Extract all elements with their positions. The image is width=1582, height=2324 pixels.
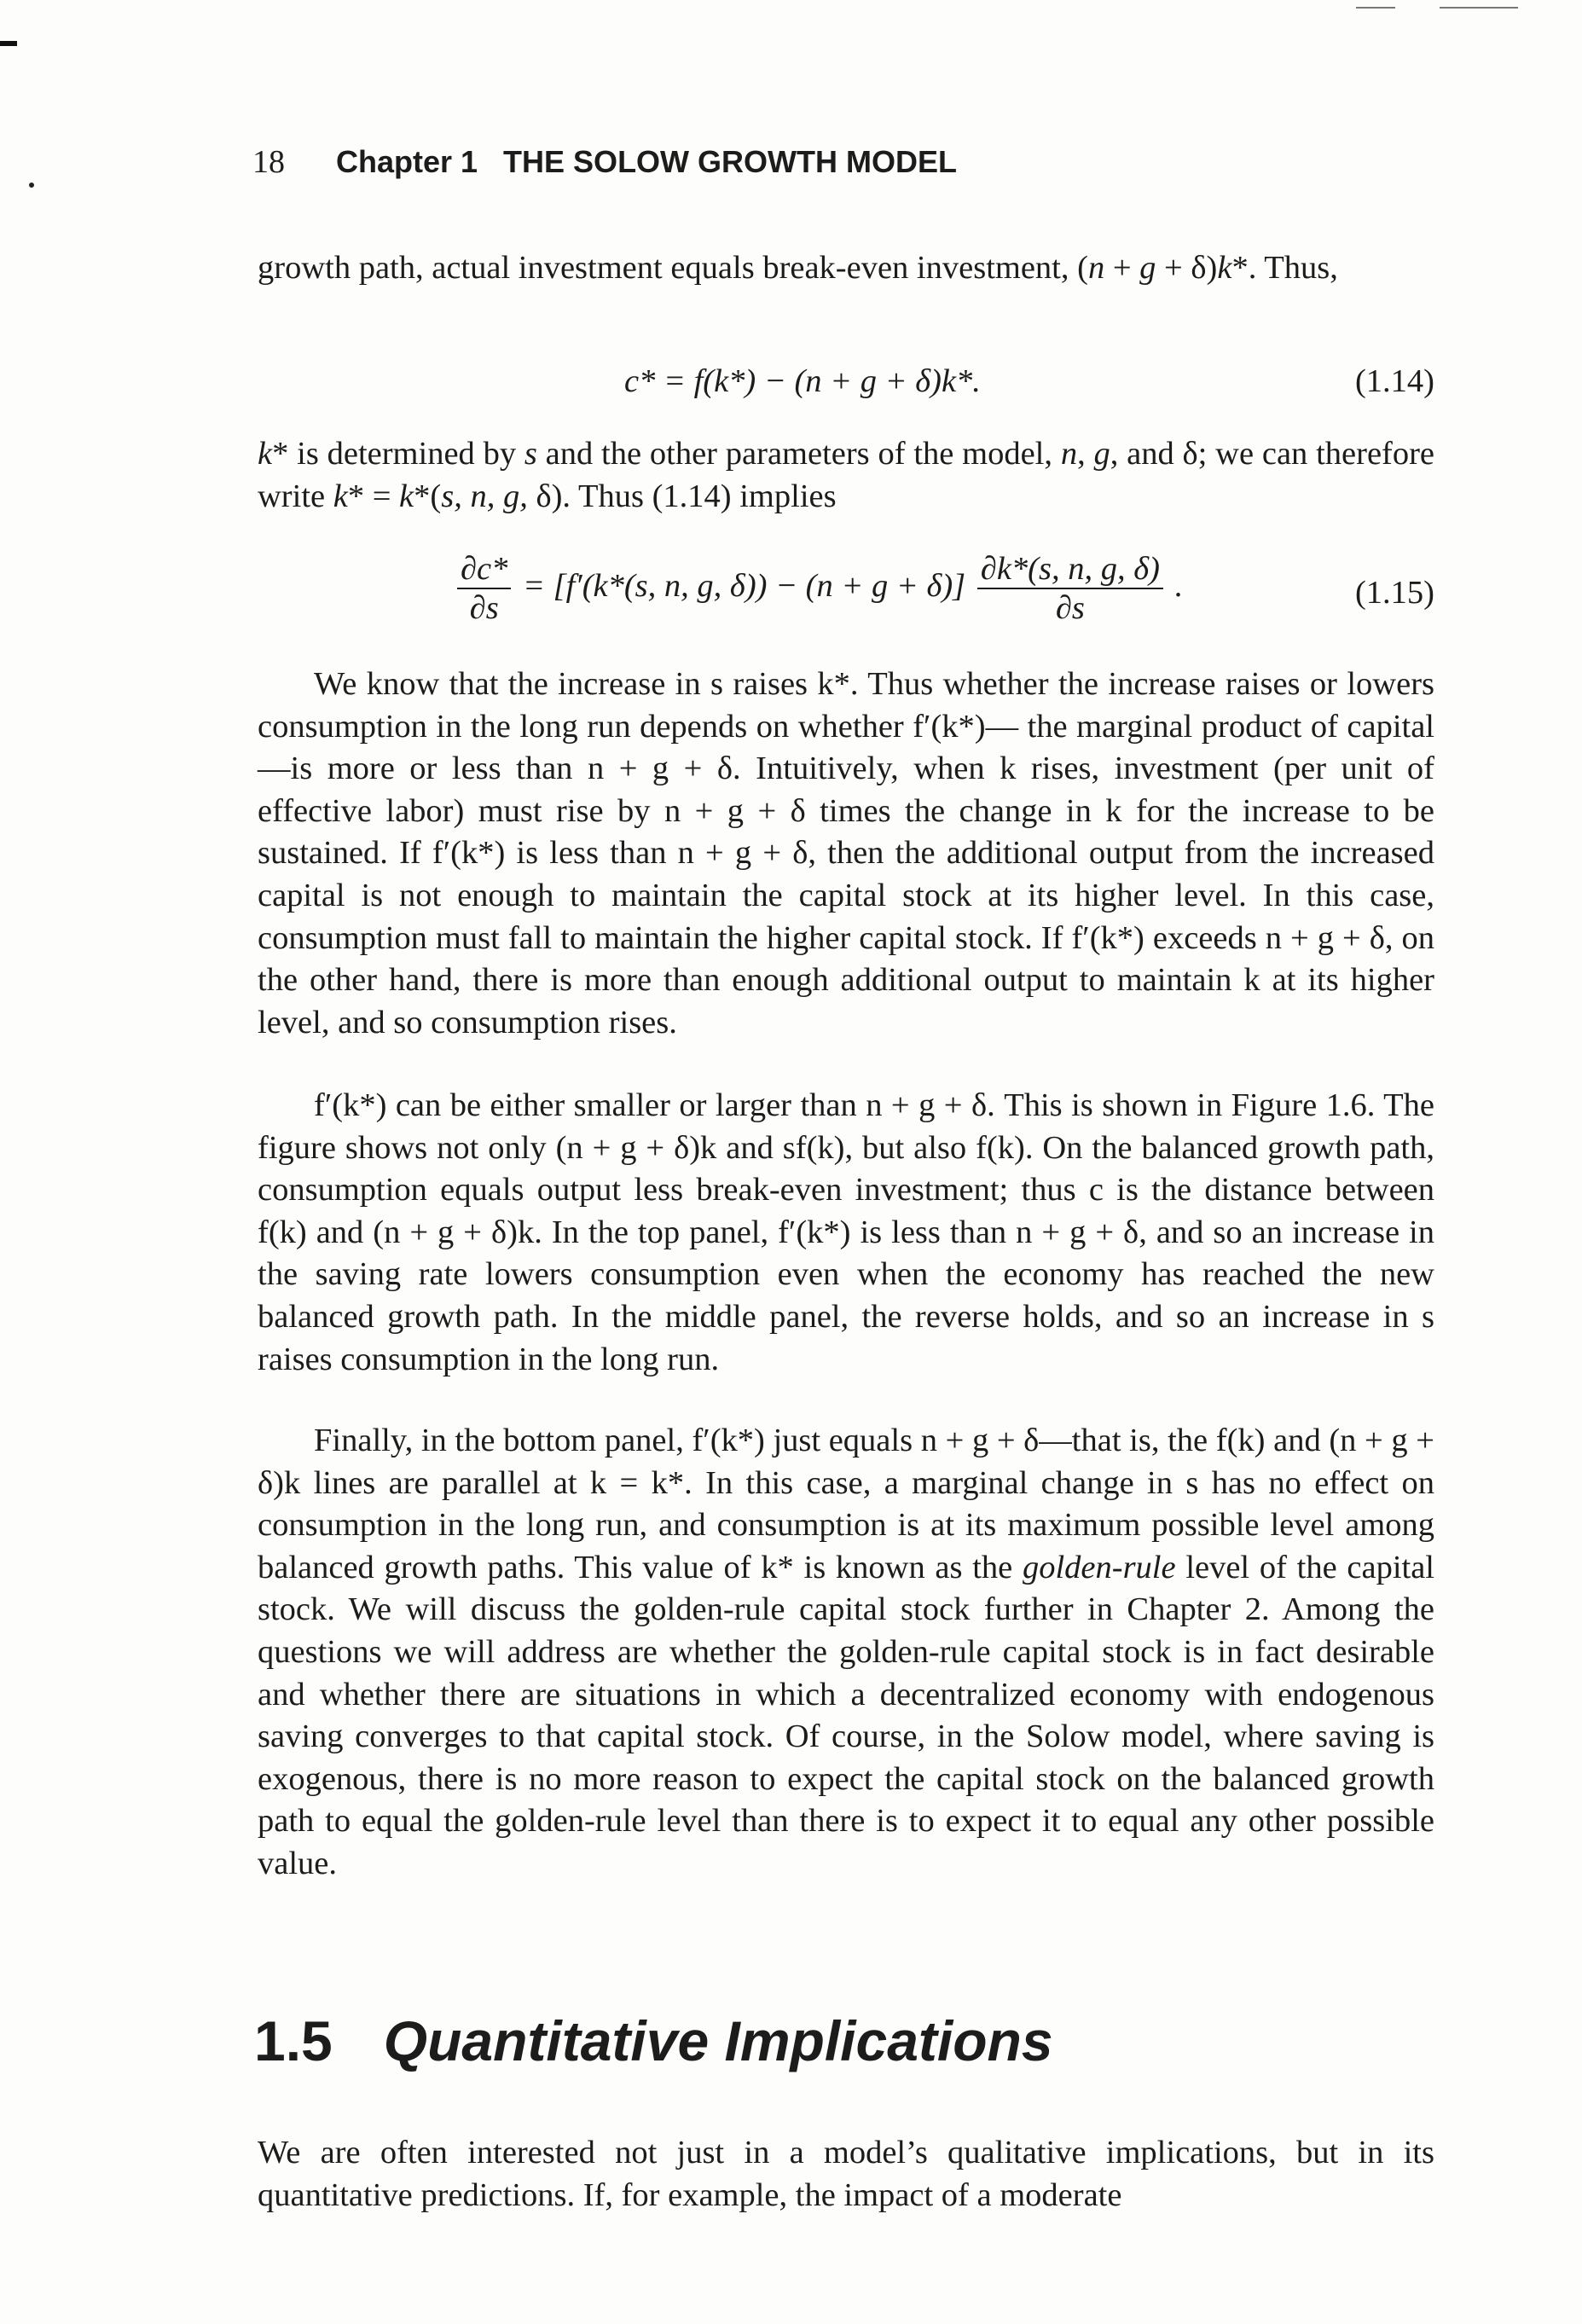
equation-1-15-lhs-fraction xyxy=(457,550,511,627)
equation-1-15 xyxy=(258,550,1434,635)
paragraph-3: We know that the increase in s raises k*. Thus whether the increase raises or lowers consumption in the long run depends on whether f′(k*)— the marginal product of capital—is more or less than n + g + δ. Intuitively, when k rises, investment (per unit of effective labor) must rise by n + g + δ times the change in k for the increase to be sustained. If f′(k*) is less than n + g + δ, then the additional output from the increased capital is not enough to maintain the capital stock at its higher level. In this case, consumption must fall to maintain the higher capital stock. If f′(k*) exceeds n + g + δ, on the other hand, there is more than enough additional output to maintain k at its higher level, and so consumption rises. xyxy=(258,666,1434,1040)
equation-1-14-formula: c* = f(k*) − (n + g + δ)k*. xyxy=(624,363,981,399)
running-head xyxy=(252,143,957,194)
equation-1-14 xyxy=(258,362,1434,405)
rhs-numerator: ∂k*(s, n, g, δ) xyxy=(977,550,1163,589)
equation-1-15-formula xyxy=(454,550,1183,627)
page-number: 18 xyxy=(252,144,285,180)
paragraph-6: We are often interested not just in a model’s qualitative implications, but in its quantitative predictions. If, for example, the impact of a moderate xyxy=(258,2135,1434,2213)
equation-1-14-number: (1.14) xyxy=(1354,363,1434,399)
paragraph-1: growth path, actual investment equals break-even investment, (n + g + δ)k*. Thus, xyxy=(258,250,1338,286)
rhs-denominator: ∂s xyxy=(1055,590,1085,626)
paragraph-2: k* is determined by s and the other parameters of the model, n, g, and δ; we can therefore write k* = k*(s, n, g, δ). Thus (1.14) implies xyxy=(258,436,1435,514)
scan-dot xyxy=(29,183,34,188)
chapter-label: Chapter 1 xyxy=(336,144,478,179)
scan-rule-right xyxy=(1440,7,1518,9)
scan-edge-mark xyxy=(0,41,17,46)
equation-1-15-end: . xyxy=(1174,567,1184,604)
equation-1-15-middle: = [f′(k*(s, n, g, δ)) − (n + g + δ)] xyxy=(523,567,966,604)
equation-1-15-rhs-fraction xyxy=(977,550,1163,627)
scan-rule-left xyxy=(1356,7,1395,9)
paragraph-4: f′(k*) can be either smaller or larger than n + g + δ. This is shown in Figure 1.6. The figure shows not only (n + g + δ)k and sf(k), but also f(k). On the balanced growth path, consumption equals output less break-even investment; thus c is the distance between f(k) and (n + g + δ)k. In the top panel, f′(k*) is less than n + g + δ, and so an increase in the saving rate lowers consumption even when the economy has reached the new balanced growth path. In the middle panel, the reverse holds, and so an increase in s raises consumption in the long run. xyxy=(258,1087,1434,1377)
section-number: 1.5 xyxy=(254,2009,333,2072)
lhs-numerator: ∂c* xyxy=(457,550,511,589)
lhs-denominator: ∂s xyxy=(469,590,499,626)
equation-1-15-number: (1.15) xyxy=(1354,575,1434,611)
section-title: Quantitative Implications xyxy=(383,2009,1053,2072)
section-heading xyxy=(254,2008,1053,2073)
golden-rule-term: golden-rule xyxy=(1022,1549,1176,1585)
paragraph-5: Finally, in the bottom panel, f′(k*) just equals n + g + δ—that is, the f(k) and (n + g + δ)k lines are parallel at k = k*. In this case, a marginal change in s has no effect on consumption in the long run, and consumption is at its maximum possible level among balanced growth paths. This value of k* is known as the golden-rule level of the capital stock. We will discuss the golden-rule capital stock further in Chapter 2. Among the questions we will address are whether the golden-rule capital stock is in fact desirable and whether there are situations in which a decentralized economy with endogenous saving converges to that capital stock. Of course, in the Solow model, where saving is exogenous, there is no more reason to expect the capital stock on the balanced growth path to equal the golden-rule level than there is to expect it to equal any other possible value. xyxy=(258,1423,1435,1881)
chapter-title: THE SOLOW GROWTH MODEL xyxy=(503,144,957,179)
